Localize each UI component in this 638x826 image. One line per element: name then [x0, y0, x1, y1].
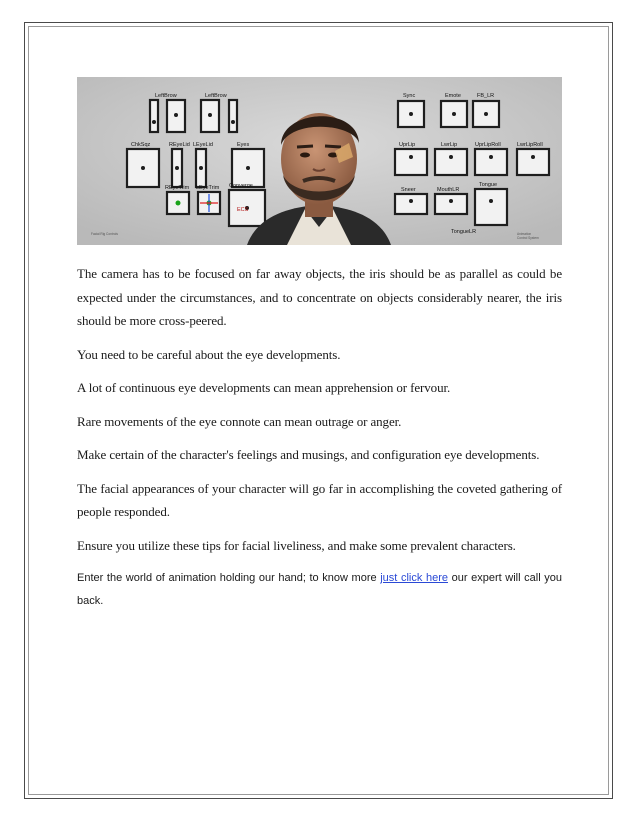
- paragraph: Make certain of the character's feelings and musings, and configuration eye developments.: [77, 447, 540, 462]
- svg-text:ChkSqz: ChkSqz: [131, 142, 151, 148]
- svg-text:LwrLipRoll: LwrLipRoll: [517, 142, 543, 148]
- cta-text-after: our expert will call you back.: [77, 572, 563, 607]
- facial-rig-image: [77, 77, 562, 245]
- paragraph: Ensure you utilize these tips for facial liveliness, and make some prevalent characters.: [77, 537, 516, 553]
- svg-text:UprLipRoll: UprLipRoll: [475, 142, 501, 148]
- paragraph: The facial appearances of your character will go far in accomplishing the coveted gathering of people responded.: [77, 480, 562, 519]
- svg-text:Tongue: Tongue: [479, 182, 498, 188]
- svg-text:Eyes: Eyes: [237, 142, 250, 148]
- paragraph: The camera has to be focused on far away objects, the iris should be as parallel as could be expected under the circumstances, and to concentrate on objects considerably nearer, the iris should be more cross-peered.: [77, 266, 562, 328]
- svg-text:MouthLR: MouthLR: [437, 187, 460, 193]
- cta-text-before: Enter the world of animation holding our hand; to know more: [77, 572, 381, 584]
- svg-text:LeftBrow: LeftBrow: [155, 93, 177, 99]
- svg-text:REyeLid: REyeLid: [169, 142, 190, 148]
- article-body: [77, 262, 562, 623]
- paragraph: You need to be careful about the eye developments.: [77, 346, 341, 362]
- paragraph: A lot of continuous eye developments can mean apprehension or fervour.: [77, 380, 451, 395]
- svg-text:Emote: Emote: [445, 93, 461, 99]
- svg-text:Sneer: Sneer: [401, 187, 416, 193]
- svg-text:LeftBrow: LeftBrow: [205, 93, 227, 99]
- paragraph: Rare movements of the eye connote can mean outrage or anger.: [77, 413, 402, 429]
- svg-text:Sync: Sync: [403, 93, 416, 99]
- facial-rig-illustration: [77, 77, 562, 245]
- svg-text:LwrLip: LwrLip: [441, 142, 458, 148]
- svg-text:REyeTrim: REyeTrim: [165, 185, 190, 191]
- call-to-action: [77, 567, 562, 613]
- svg-text:Converge: Converge: [229, 183, 253, 189]
- svg-text:Animation: Animation: [517, 232, 532, 236]
- svg-text:LEyeLid: LEyeLid: [193, 142, 213, 148]
- svg-text:UprLip: UprLip: [399, 142, 416, 148]
- svg-text:LEyeTrim: LEyeTrim: [196, 185, 220, 191]
- svg-text:ECS: ECS: [237, 207, 249, 213]
- svg-text:TongueLR: TongueLR: [451, 229, 477, 235]
- just-click-here-link[interactable]: just click here: [380, 572, 448, 584]
- svg-text:FB_LR: FB_LR: [477, 93, 495, 99]
- svg-text:Control System: Control System: [517, 236, 539, 240]
- svg-text:Facial Rig Controls: Facial Rig Controls: [91, 232, 118, 236]
